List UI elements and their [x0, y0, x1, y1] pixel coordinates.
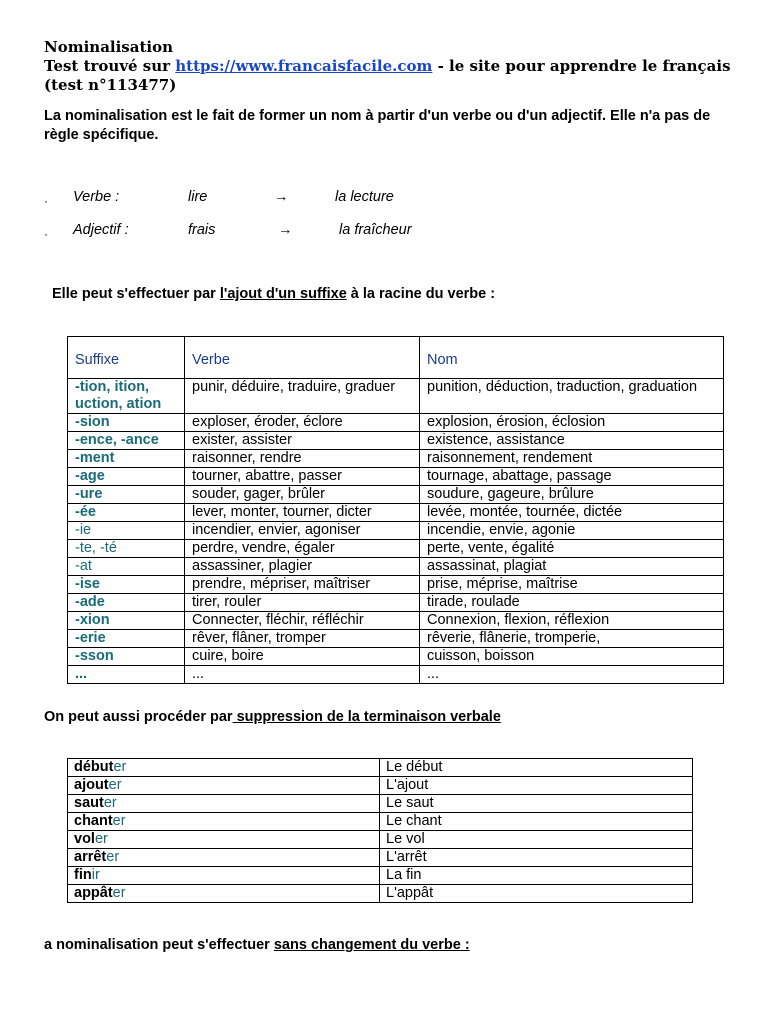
- verbe-cell: punir, déduire, traduire, graduer: [185, 379, 420, 414]
- table-row: [68, 777, 693, 795]
- table-row: [68, 867, 693, 885]
- verb-ending: er: [94, 831, 108, 847]
- table-row: [68, 795, 693, 813]
- noun-cell: Le vol: [380, 831, 693, 849]
- suffix-cell: -at: [68, 558, 185, 576]
- verb-ending: er: [112, 885, 126, 901]
- suffix-cell: -erie: [68, 630, 185, 648]
- verb-cell: [68, 885, 380, 903]
- table-row: [68, 468, 724, 486]
- table-row: [68, 486, 724, 504]
- example-word: frais: [188, 222, 216, 238]
- verbe-cell: tirer, rouler: [185, 594, 420, 612]
- nom-cell: soudure, gageure, brûlure: [420, 486, 724, 504]
- table-row: [68, 849, 693, 867]
- heading-underlined: sans changement du verbe :: [273, 937, 470, 953]
- verb-ending: er: [112, 813, 126, 829]
- verb-cell: [68, 813, 380, 831]
- table-row: [68, 813, 693, 831]
- nom-cell: incendie, envie, agonie: [420, 522, 724, 540]
- example-kind: Verbe :: [73, 189, 120, 205]
- table-row: [68, 648, 724, 666]
- heading-text: a nominalisation peut s'effectuer: [44, 937, 274, 953]
- verb-stem: saut: [74, 795, 104, 811]
- verbe-cell: rêver, flâner, tromper: [185, 630, 420, 648]
- table-row: [68, 612, 724, 630]
- verb-ending: er: [108, 777, 122, 793]
- verb-stem: début: [74, 759, 114, 775]
- noun-cell: La fin: [380, 867, 693, 885]
- nom-cell: punition, déduction, traduction, graduation: [420, 379, 724, 414]
- nom-cell: levée, montée, tournée, dictée: [420, 504, 724, 522]
- table-row: [68, 576, 724, 594]
- source-line: [44, 57, 744, 95]
- verbe-cell: cuire, boire: [185, 648, 420, 666]
- verbe-cell: exister, assister: [185, 432, 420, 450]
- column-header-suffixe: Suffixe: [68, 337, 185, 379]
- suffix-cell: -ment: [68, 450, 185, 468]
- table-header-row: [68, 337, 724, 379]
- example-noun: la lecture: [335, 189, 394, 205]
- verb-noun-table: [67, 758, 693, 903]
- verbe-cell: lever, monter, tourner, dicter: [185, 504, 420, 522]
- nom-cell: tirade, roulade: [420, 594, 724, 612]
- suffix-cell: -age: [68, 468, 185, 486]
- table-row: [68, 522, 724, 540]
- suffix-cell: -xion: [68, 612, 185, 630]
- verb-stem: arrêt: [74, 849, 107, 865]
- suffix-cell: -sion: [68, 414, 185, 432]
- intro-paragraph: La nominalisation est le fait de former un nom à partir d'un verbe ou d'un adjectif. Elle n'a pas de règle spécifique.: [44, 108, 711, 143]
- table-row: [68, 414, 724, 432]
- verb-cell: [68, 831, 380, 849]
- table-row: [68, 432, 724, 450]
- nom-cell: Connexion, flexion, réflexion: [420, 612, 724, 630]
- verbe-cell: souder, gager, brûler: [185, 486, 420, 504]
- nom-cell: ...: [420, 666, 724, 684]
- verb-ending: er: [103, 795, 117, 811]
- source-link[interactable]: https://www.francaisfacile.com: [175, 57, 433, 75]
- verb-ending: er: [113, 759, 127, 775]
- verbe-cell: ...: [185, 666, 420, 684]
- verbe-cell: incendier, envier, agoniser: [185, 522, 420, 540]
- verb-stem: appât: [74, 885, 113, 901]
- verbe-cell: assassiner, plagier: [185, 558, 420, 576]
- suffix-cell: -te, -té: [68, 540, 185, 558]
- nom-cell: assassinat, plagiat: [420, 558, 724, 576]
- suffix-cell: -ise: [68, 576, 185, 594]
- termination-section-heading: [44, 709, 501, 725]
- bullet-icon: ·: [44, 194, 48, 208]
- no-change-section-heading: [44, 937, 470, 953]
- suffix-cell: -ure: [68, 486, 185, 504]
- heading-text: à la racine du verbe :: [346, 286, 496, 302]
- noun-cell: Le saut: [380, 795, 693, 813]
- nom-cell: perte, vente, égalité: [420, 540, 724, 558]
- column-header-verbe: Verbe: [185, 337, 420, 379]
- verbe-cell: prendre, mépriser, maîtriser: [185, 576, 420, 594]
- nom-cell: cuisson, boisson: [420, 648, 724, 666]
- verbe-cell: tourner, abattre, passer: [185, 468, 420, 486]
- verb-cell: [68, 759, 380, 777]
- nom-cell: explosion, érosion, éclosion: [420, 414, 724, 432]
- table-row: [68, 666, 724, 684]
- verb-stem: fin: [74, 867, 92, 883]
- verb-stem: chant: [74, 813, 113, 829]
- verb-cell: [68, 777, 380, 795]
- source-prefix: Test trouvé sur: [44, 57, 176, 75]
- table-row: [68, 831, 693, 849]
- arrow-icon: →: [274, 189, 289, 205]
- table-row: [68, 379, 724, 414]
- document-header: [44, 38, 744, 95]
- suffix-cell: -ence, -ance: [68, 432, 185, 450]
- heading-underlined: l'ajout d'un suffixe: [219, 286, 347, 302]
- suffix-cell: -ade: [68, 594, 185, 612]
- verbe-cell: raisonner, rendre: [185, 450, 420, 468]
- suffix-cell: -ée: [68, 504, 185, 522]
- arrow-icon: →: [278, 222, 293, 238]
- bullet-icon: ·: [44, 227, 48, 241]
- table-row: [68, 450, 724, 468]
- nom-cell: prise, méprise, maîtrise: [420, 576, 724, 594]
- noun-cell: L'appât: [380, 885, 693, 903]
- nom-cell: existence, assistance: [420, 432, 724, 450]
- example-word: lire: [188, 189, 208, 205]
- verb-cell: [68, 867, 380, 885]
- suffix-section-heading: [52, 286, 495, 302]
- table-row: [68, 759, 693, 777]
- verb-ending: ir: [91, 867, 100, 883]
- verb-cell: [68, 795, 380, 813]
- example-noun: la fraîcheur: [339, 222, 412, 238]
- verbe-cell: perdre, vendre, égaler: [185, 540, 420, 558]
- verb-ending: er: [106, 849, 120, 865]
- verbe-cell: Connecter, fléchir, réfléchir: [185, 612, 420, 630]
- suffix-table: [67, 336, 724, 684]
- nom-cell: rêverie, flânerie, tromperie,: [420, 630, 724, 648]
- heading-text: Elle peut s'effectuer par: [52, 286, 220, 302]
- noun-cell: Le début: [380, 759, 693, 777]
- table-row: [68, 540, 724, 558]
- nom-cell: tournage, abattage, passage: [420, 468, 724, 486]
- suffix-cell: -ie: [68, 522, 185, 540]
- page-title: Nominalisation: [44, 38, 174, 56]
- nom-cell: raisonnement, rendement: [420, 450, 724, 468]
- suffix-cell: ...: [68, 666, 185, 684]
- verb-stem: vol: [74, 831, 95, 847]
- table-row: [68, 630, 724, 648]
- suffix-cell: -sson: [68, 648, 185, 666]
- verbe-cell: exploser, éroder, éclore: [185, 414, 420, 432]
- table-row: [68, 885, 693, 903]
- noun-cell: Le chant: [380, 813, 693, 831]
- noun-cell: L'ajout: [380, 777, 693, 795]
- example-kind: Adjectif :: [73, 222, 129, 238]
- verb-stem: ajout: [74, 777, 109, 793]
- suffix-cell: -tion, ition, uction, ation: [68, 379, 185, 414]
- verb-cell: [68, 849, 380, 867]
- table-row: [68, 594, 724, 612]
- table-row: [68, 504, 724, 522]
- heading-text: On peut aussi procéder par: [44, 709, 233, 725]
- table-row: [68, 558, 724, 576]
- noun-cell: L'arrêt: [380, 849, 693, 867]
- heading-underlined: suppression de la terminaison verbale: [232, 709, 501, 725]
- column-header-nom: Nom: [420, 337, 724, 379]
- source-suffix: - le site pour apprendre le français (test n°113477): [44, 57, 731, 94]
